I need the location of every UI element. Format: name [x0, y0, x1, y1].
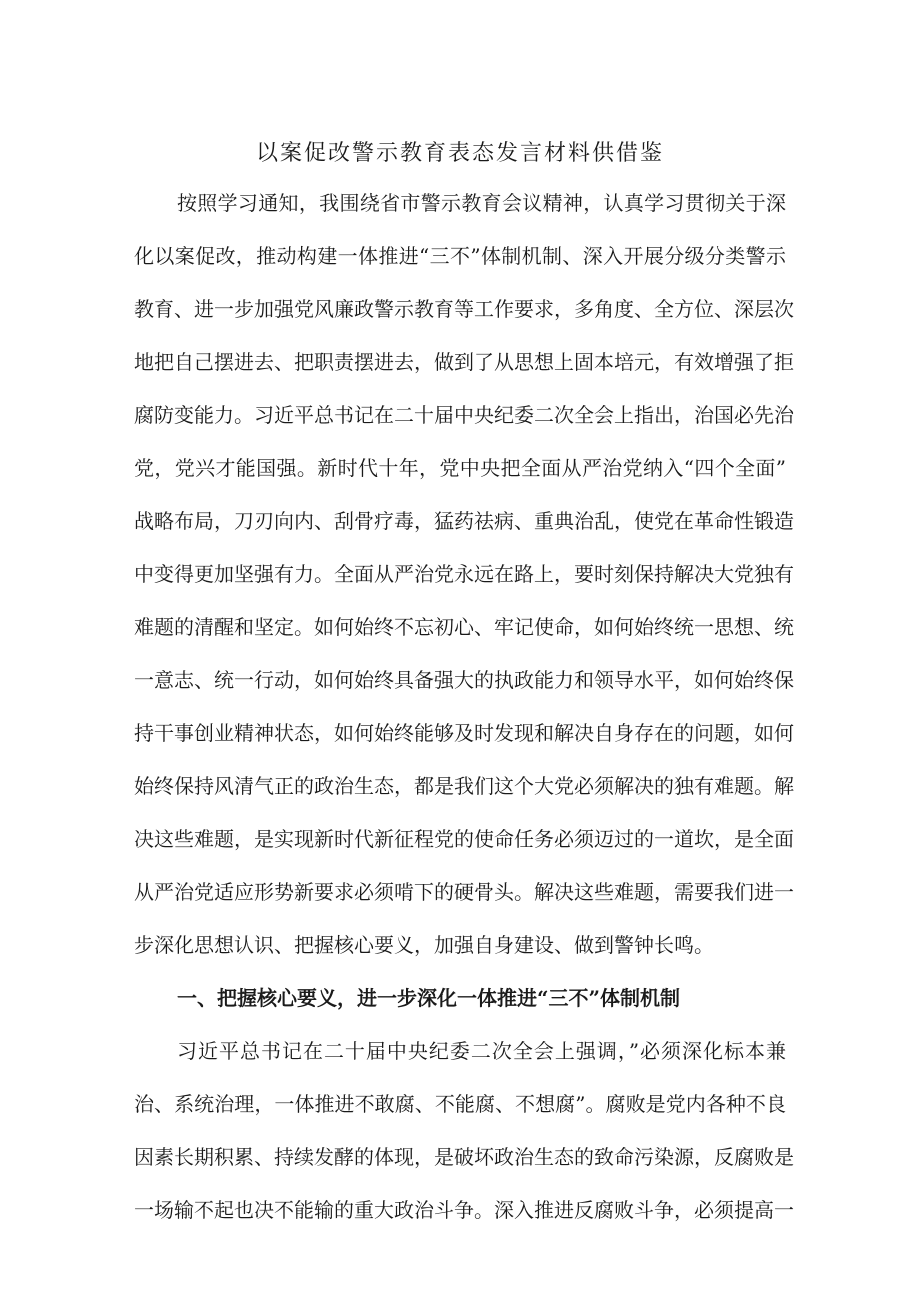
text-line: 持干事创业精神状态，如何始终能够及时发现和解决自身存在的问题，如何 [134, 721, 794, 745]
text-line: 决这些难题，是实现新时代新征程党的使命任务必须迈过的一道坎，是全面 [134, 827, 794, 851]
text-line: 按照学习通知，我围绕省市警示教育会议精神，认真学习贯彻关于深 [177, 191, 786, 215]
text-line: 战略布局，刀刃向内、刮骨疗毒，猛药祛病、重典治乱，使党在革命性锻造 [134, 509, 794, 533]
text-line: 一场输不起也决不能输的重大政治斗争。深入推进反腐败斗争，必须提高一 [134, 1198, 794, 1222]
text-line: 难题的清醒和坚定。如何始终不忘初心、牢记使命，如何始终统一思想、统 [134, 615, 794, 639]
text-line: 步深化思想认识、把握核心要义，加强自身建设、做到警钟长鸣。 [134, 933, 714, 957]
text-line: 因素长期积累、持续发酵的体现，是破坏政治生态的致命污染源，反腐败是 [134, 1145, 794, 1169]
text-line: 化以案促改，推动构建一体推进“三不”体制机制、深入开展分级分类警示 [134, 244, 786, 268]
section-heading-1: 一、把握核心要义，进一步深化一体推进“三不”体制机制 [177, 986, 681, 1010]
text-line: 中变得更加坚强有力。全面从严治党永远在路上，要时刻保持解决大党独有 [134, 562, 794, 586]
text-line: 腐防变能力。习近平总书记在二十届中央纪委二次全会上指出，治国必先治 [134, 403, 794, 427]
document-title: 以案促改警示教育表态发言材料供借鉴 [255, 141, 664, 166]
text-line: 从严治党适应形势新要求必须啃下的硬骨头。解决这些难题，需要我们进一 [134, 880, 794, 904]
text-line: 一意志、统一行动，如何始终具备强大的执政能力和领导水平，如何始终保 [134, 668, 794, 692]
text-line: 治、系统治理，一体推进不敢腐、不能腐、不想腐”。腐败是党内各种不良 [134, 1092, 786, 1116]
text-line: 地把自己摆进去、把职责摆进去，做到了从思想上固本培元，有效增强了拒 [134, 350, 794, 374]
text-line: 党，党兴才能国强。新时代十年，党中央把全面从严治党纳入“四个全面” [134, 456, 786, 480]
text-line: 始终保持风清气正的政治生态，都是我们这个大党必须解决的独有难题。解 [134, 774, 794, 798]
text-line: 习近平总书记在二十届中央纪委二次全会上强调，”必须深化标本兼 [177, 1039, 786, 1063]
text-line: 教育、进一步加强党风廉政警示教育等工作要求，多角度、全方位、深层次 [134, 297, 794, 321]
